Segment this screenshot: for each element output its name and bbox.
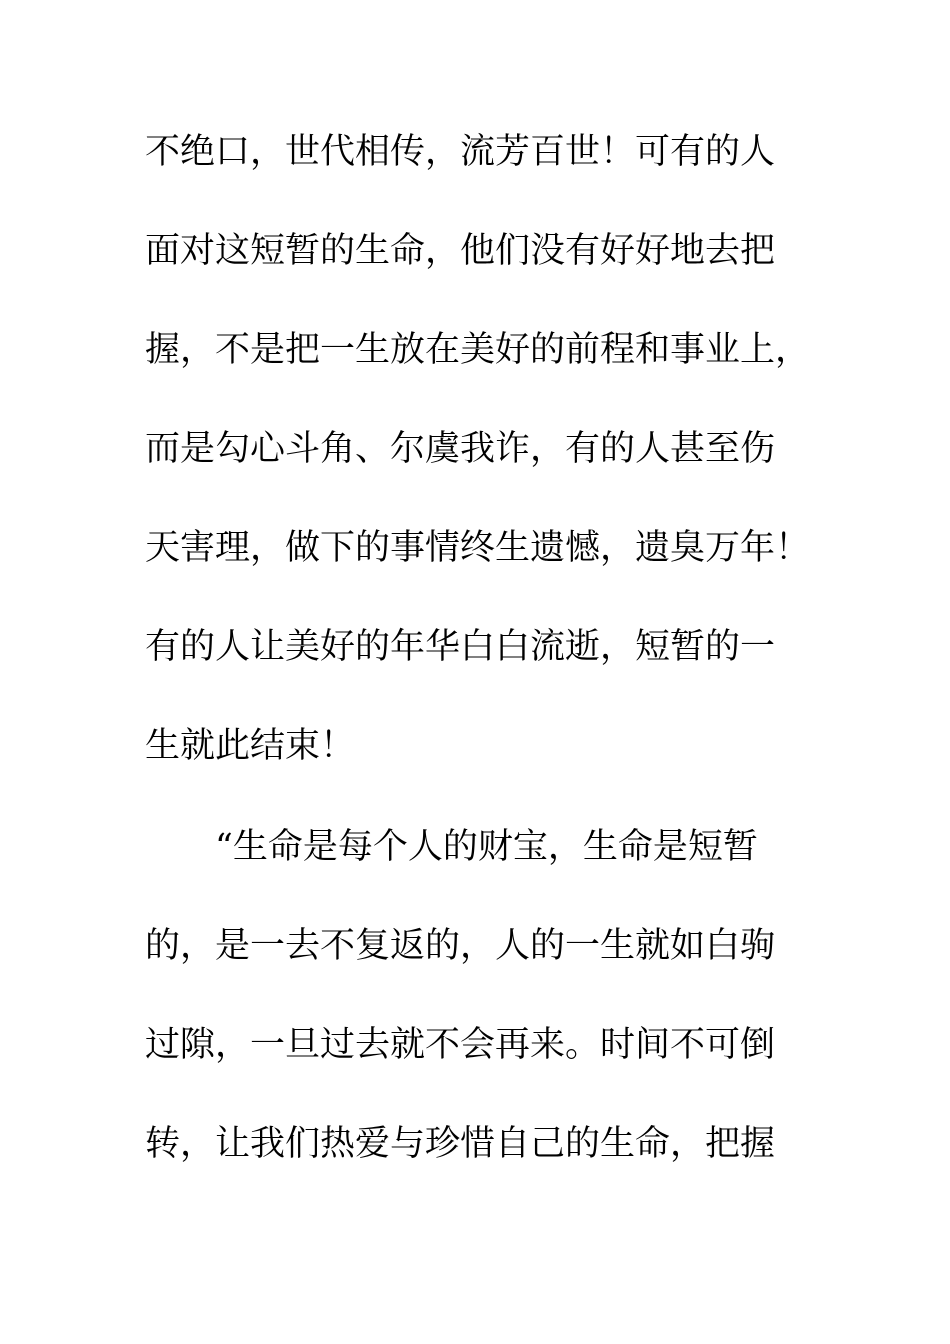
text-line: 不绝口，世代相传，流芳百世！可有的人 bbox=[145, 132, 776, 172]
text-line: 握，不是把一生放在美好的前程和事业上， bbox=[145, 330, 811, 370]
text-line: 天害理，做下的事情终生遗憾，遗臭万年！ bbox=[145, 528, 811, 568]
text-line: 过隙，一旦过去就不会再来。时间不可倒 bbox=[145, 1025, 776, 1065]
text-line: 面对这短暂的生命，他们没有好好地去把 bbox=[145, 231, 776, 271]
text-line: 生就此结束！ bbox=[145, 726, 356, 766]
text-line: 转，让我们热爱与珍惜自己的生命，把握 bbox=[145, 1124, 776, 1164]
text-line: 而是勾心斗角、尔虞我诈，有的人甚至伤 bbox=[145, 429, 776, 469]
text-line: 有的人让美好的年华白白流逝，短暂的一 bbox=[145, 627, 776, 667]
text-line: 的，是一去不复返的，人的一生就如白驹 bbox=[145, 926, 776, 966]
paragraph-first-line: “生命是每个人的财宝，生命是短暂 bbox=[215, 827, 758, 867]
